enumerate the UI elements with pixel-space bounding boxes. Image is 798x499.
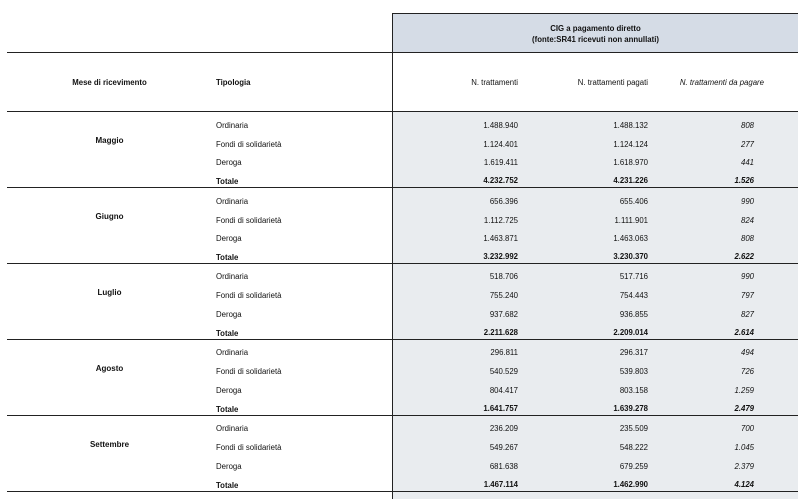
- cell-n: 755.240: [489, 291, 518, 300]
- cell-n-total: 1.641.757: [483, 404, 518, 413]
- cell-pagati: 517.716: [619, 272, 648, 281]
- cell-n: 804.417: [489, 386, 518, 395]
- row-type: Ordinaria: [216, 348, 249, 357]
- cell-pagati-total: 1.462.990: [613, 480, 648, 489]
- cell-n: 518.706: [489, 272, 518, 281]
- row-type: Fondi di solidarietà: [216, 367, 282, 376]
- header-bottom-rule: [7, 111, 798, 112]
- month-separator: [7, 187, 798, 188]
- cell-pagati-total: 4.231.226: [613, 176, 648, 185]
- month-label: Settembre: [89, 440, 130, 449]
- row-type-total: Totale: [216, 177, 239, 186]
- cell-da-pagare: 808: [740, 234, 754, 243]
- cell-da-pagare-total: 4.124: [734, 480, 754, 489]
- cell-pagati: 548.222: [619, 443, 648, 452]
- cell-pagati: 679.259: [619, 462, 648, 471]
- month-separator: [7, 339, 798, 340]
- row-type: Deroga: [216, 462, 242, 471]
- cell-da-pagare: 494: [740, 348, 754, 357]
- cell-da-pagare: 827: [740, 310, 754, 319]
- cell-n: 296.811: [490, 348, 518, 357]
- cell-pagati-total: 1.639.278: [613, 404, 648, 413]
- cell-pagati: 1.463.063: [613, 234, 648, 243]
- cell-pagati: 539.803: [619, 367, 648, 376]
- cell-n-total: 3.232.992: [483, 252, 518, 261]
- cell-pagati-total: 2.209.014: [613, 328, 648, 337]
- cell-n-total: 4.232.752: [483, 176, 518, 185]
- cell-n: 1.124.401: [483, 140, 518, 149]
- cell-pagati: 803.158: [619, 386, 648, 395]
- cell-n: 540.529: [489, 367, 518, 376]
- cell-n: 656.396: [489, 197, 518, 206]
- cell-da-pagare-total: 2.614: [734, 328, 754, 337]
- row-type: Fondi di solidarietà: [216, 140, 282, 149]
- cell-n-total: 1.467.114: [483, 480, 518, 489]
- cell-n: 1.112.725: [483, 216, 518, 225]
- cell-pagati: 1.618.970: [613, 158, 648, 167]
- cell-da-pagare-total: 1.526: [734, 176, 754, 185]
- month-label: Luglio: [97, 288, 122, 297]
- row-type-total: Totale: [216, 405, 239, 414]
- cell-da-pagare: 726: [740, 367, 754, 376]
- month-label: Agosto: [95, 364, 124, 373]
- col-header-n-pagati: N. trattamenti pagati: [577, 78, 648, 87]
- row-type: Deroga: [216, 310, 242, 319]
- cell-pagati: 235.509: [619, 424, 648, 433]
- cell-da-pagare: 700: [740, 424, 754, 433]
- cell-pagati: 1.111.901: [614, 216, 648, 225]
- cell-da-pagare: 277: [740, 140, 754, 149]
- cell-da-pagare: 990: [740, 197, 754, 206]
- cell-pagati: 754.443: [619, 291, 648, 300]
- cell-n: 1.488.940: [483, 121, 518, 130]
- row-type: Ordinaria: [216, 197, 249, 206]
- data-column-divider: [392, 13, 393, 499]
- row-type: Ordinaria: [216, 121, 249, 130]
- row-type: Ordinaria: [216, 424, 249, 433]
- col-header-n-trattamenti: N. trattamenti: [471, 78, 518, 87]
- cell-pagati: 1.488.132: [613, 121, 648, 130]
- cell-da-pagare: 990: [740, 272, 754, 281]
- cell-pagati: 936.855: [619, 310, 648, 319]
- month-separator: [7, 415, 798, 416]
- cell-da-pagare: 1.045: [734, 443, 754, 452]
- row-type: Fondi di solidarietà: [216, 216, 282, 225]
- cell-da-pagare: 808: [740, 121, 754, 130]
- data-columns-shading: [392, 112, 798, 499]
- row-type: Ordinaria: [216, 272, 249, 281]
- cell-n: 937.682: [489, 310, 518, 319]
- col-header-type: Tipologia: [216, 78, 251, 87]
- row-type-total: Totale: [216, 253, 239, 262]
- col-header-month: Mese di ricevimento: [72, 78, 147, 87]
- row-type: Fondi di solidarietà: [216, 291, 282, 300]
- row-type-total: Totale: [216, 481, 239, 490]
- row-type: Fondi di solidarietà: [216, 443, 282, 452]
- cell-da-pagare: 1.259: [734, 386, 754, 395]
- header-top-rule: [7, 52, 798, 53]
- month-separator: [7, 491, 798, 492]
- cell-n: 681.638: [489, 462, 518, 471]
- month-separator: [7, 263, 798, 264]
- cell-pagati: 296.317: [619, 348, 648, 357]
- cell-pagati-total: 3.230.370: [613, 252, 648, 261]
- month-label: Giugno: [95, 212, 124, 221]
- cell-n: 1.619.411: [483, 158, 518, 167]
- cell-n-total: 2.211.628: [483, 328, 518, 337]
- row-type-total: Totale: [216, 329, 239, 338]
- cell-n: 1.463.871: [483, 234, 518, 243]
- group-title-line2: (fonte:SR41 ricevuti non annullati): [532, 35, 659, 44]
- row-type: Deroga: [216, 234, 242, 243]
- cell-da-pagare: 441: [740, 158, 754, 167]
- cell-n: 236.209: [489, 424, 518, 433]
- row-type: Deroga: [216, 158, 242, 167]
- row-type: Deroga: [216, 386, 242, 395]
- group-header-cig: [392, 13, 798, 52]
- month-label: Maggio: [95, 136, 124, 145]
- cell-n: 549.267: [489, 443, 518, 452]
- col-header-n-da-pagare: N. trattamenti da pagare: [679, 78, 764, 87]
- cell-da-pagare-total: 2.622: [734, 252, 754, 261]
- cell-da-pagare: 797: [740, 291, 754, 300]
- cell-da-pagare: 2.379: [734, 462, 754, 471]
- cell-pagati: 655.406: [619, 197, 648, 206]
- cell-pagati: 1.124.124: [613, 140, 648, 149]
- cell-da-pagare-total: 2.479: [734, 404, 754, 413]
- group-title-line1: CIG a pagamento diretto: [550, 24, 641, 33]
- cell-da-pagare: 824: [740, 216, 754, 225]
